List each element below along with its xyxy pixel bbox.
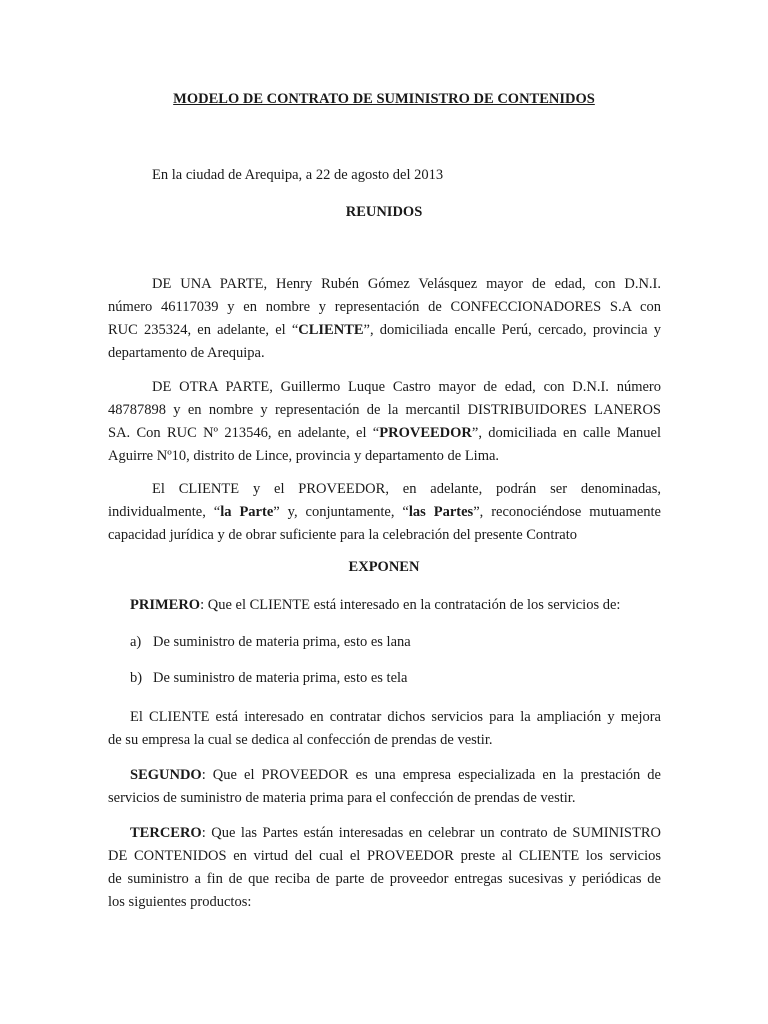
paragraph-line: TERCERO: Que las Partes están interesadas en celebrar un contrato de SUMINISTRO: [130, 825, 661, 841]
paragraph-parte-una: [108, 273, 661, 365]
paragraph-line: número 46117039 y en nombre y representación de CONFECCIONADORES S.A con: [108, 299, 661, 315]
paragraph-line: El CLIENTE está interesado en contratar dichos servicios para la ampliación y mejora: [130, 709, 661, 725]
list-item: a) De suministro de materia prima, esto es lana: [130, 634, 411, 650]
clause-label: PRIMERO: [130, 597, 201, 613]
paragraph-line: de suministro a fin de que reciba de parte de proveedor entregas sucesivas y periódicas de: [108, 871, 661, 887]
paragraph-cliente-interes: [108, 706, 661, 752]
paragraph-line: DE UNA PARTE, Henry Rubén Gómez Velásquez mayor de edad, con D.N.I.: [152, 276, 661, 292]
heading-reunidos: REUNIDOS: [345, 204, 423, 220]
clause-primero: PRIMERO: Que el CLIENTE está interesado en la contratación de los servicios de:: [130, 597, 621, 613]
clause-label: SEGUNDO: [130, 767, 202, 783]
paragraph-line: departamento de Arequipa.: [108, 345, 265, 361]
clause-tercero: [108, 822, 661, 914]
paragraph-line: servicios de suministro de materia prima para el confección de prendas de vestir.: [108, 790, 576, 806]
paragraph-line: los siguientes productos:: [108, 894, 252, 910]
paragraph-line: 48787898 y en nombre y representación de la mercantil DISTRIBUIDORES LANEROS: [108, 402, 661, 418]
paragraph-line: Aguirre Nº10, distrito de Lince, provincia y departamento de Lima.: [108, 448, 500, 464]
paragraph-parte-otra: [108, 376, 661, 468]
cliente-bold: CLIENTE: [298, 322, 364, 338]
clause-segundo: [108, 764, 661, 810]
paragraph-line: DE OTRA PARTE, Guillermo Luque Castro mayor de edad, con D.N.I. número: [152, 379, 661, 395]
paragraph-line: DE CONTENIDOS en virtud del cual el PROVEEDOR preste al CLIENTE los servicios: [108, 848, 661, 864]
paragraph-line: SA. Con RUC Nº 213546, en adelante, el “PROVEEDOR”, domiciliada en calle Manuel: [108, 425, 662, 441]
paragraph-line: RUC 235324, en adelante, el “CLIENTE”, domiciliada encalle Perú, cercado, provincia y: [108, 322, 661, 338]
paragraph-partes: [108, 478, 661, 547]
paragraph-line: El CLIENTE y el PROVEEDOR, en adelante, podrán ser denominadas,: [152, 481, 661, 497]
proveedor-bold: PROVEEDOR: [379, 425, 472, 441]
list-item: b) De suministro de materia prima, esto es tela: [130, 670, 408, 686]
paragraph-line: SEGUNDO: Que el PROVEEDOR es una empresa especializada en la prestación de: [130, 767, 661, 783]
paragraph-line: capacidad jurídica y de obrar suficiente para la celebración del presente Contrato: [108, 527, 578, 543]
place-date: En la ciudad de Arequipa, a 22 de agosto del 2013: [152, 167, 444, 183]
clause-label: TERCERO: [130, 825, 202, 841]
paragraph-line: de su empresa la cual se dedica al confección de prendas de vestir.: [108, 732, 493, 748]
paragraph-line: individualmente, “la Parte” y, conjuntamente, “las Partes”, reconociéndose mutuamente: [108, 504, 661, 520]
document-title: MODELO DE CONTRATO DE SUMINISTRO DE CONTENIDOS: [173, 91, 595, 107]
heading-exponen: EXPONEN: [348, 559, 420, 575]
